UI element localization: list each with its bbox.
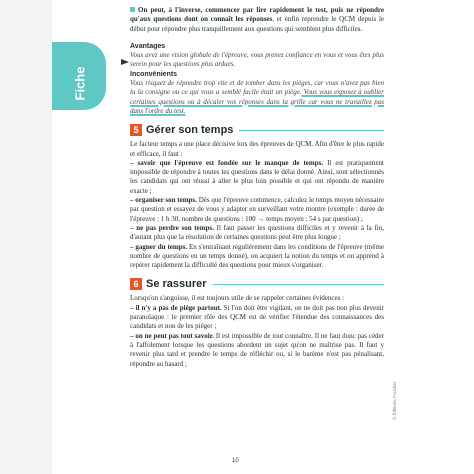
section-6-item-2 bbox=[130, 332, 384, 369]
section-6-number: 6 bbox=[130, 278, 142, 290]
advantages-text: Vous avez une vision globale de l'épreuve, vous prenez confiance en vous et vous êtes plus serein pour les questions plus ardues. bbox=[130, 51, 384, 69]
section-5-title: Gérer son temps bbox=[146, 123, 234, 136]
section-5-item-3-text: Il faut passer les questions difficiles et y revenir à la fin, d'autant plus que la résolution de certaines questions peut être plus longue ; bbox=[130, 223, 384, 242]
section-5-rule bbox=[239, 130, 384, 131]
intro-rest: , et enfin reprendre le QCM depuis le début pour répondre plus tranquillement aux questions qui semblent plus difficiles. bbox=[130, 15, 385, 33]
section-5-item-1-text: Il est pratiquement impossible de répondre à toutes les questions dans le délai donné. Ainsi, sont sélectionnés les candidats qui ont réussi à aller le plus loin possible et qui ont répondu de manière exacte ; bbox=[130, 158, 384, 195]
advantages-block bbox=[130, 42, 384, 116]
page-number: 10 bbox=[232, 458, 239, 464]
fiche-tab bbox=[52, 42, 106, 110]
section-5-lead: Le facteur temps a une place décisive lors des épreuves de QCM. Afin d'être le plus rapide et efficace, il faut : bbox=[130, 140, 384, 158]
section-5-item-1-bold: – savoir que l'épreuve est fondée sur le manque de temps. bbox=[130, 158, 324, 167]
section-5-item-3 bbox=[130, 224, 384, 243]
copyright-notice: © Éditions Foucher bbox=[392, 381, 397, 420]
section-6-item-1-bold: – il n'y a pas de piège partout. bbox=[130, 303, 222, 312]
section-5-item-1 bbox=[130, 159, 384, 196]
fiche-tab-label: Fiche bbox=[72, 66, 88, 101]
section-6-rule bbox=[213, 284, 384, 285]
section-6-title: Se rassurer bbox=[146, 277, 207, 290]
section-5-item-4 bbox=[130, 243, 384, 271]
section-6-heading bbox=[130, 278, 384, 290]
section-5-item-2-bold: – organiser son temps. bbox=[130, 196, 197, 205]
section-5-heading bbox=[130, 124, 384, 136]
advantages-title: Avantages bbox=[130, 42, 166, 50]
section-6-lead: Lorsqu'on s'angoisse, il est toujours utile de se rappeler certaines évidences : bbox=[130, 294, 345, 303]
section-5-item-2 bbox=[130, 196, 384, 224]
section-6-item-2-text: Il est impossible de tout connaître. Il ne faut donc pas céder à l'affolement lorsque les questions abordent un sujet qu'on ne maîtrise pas. Il faut y revenir plus tard et prendre le temps de réfléchir ou, si le barème n'est pas pénalisant, répondre au hasard ; bbox=[130, 331, 384, 368]
drawbacks-text-a: Vous risquez de répondre trop vite et de tomber dans les pièges, car vous n'avez pas bien lu la consigne ou ce qui vous a semblé facile était un piège. bbox=[130, 79, 384, 97]
drawbacks-text bbox=[130, 79, 384, 116]
section-6-item-2-bold: – on ne peut pas tout savoir. bbox=[130, 331, 214, 340]
drawbacks-title: Inconvénients bbox=[130, 70, 178, 78]
section-5-item-4-text: En s'entraînant régulièrement dans les conditions de l'épreuve (même nombre de questions en un temps donné), on acquiert la notion du temps et on apprend à repérer rapidement la difficulté des questions pour mieux s'organiser. bbox=[130, 242, 384, 270]
intro-bold: On peut, à l'inverse, commencer par lire rapidement le test, puis ne répondre qu'aux questions dont on connaît les réponses bbox=[130, 6, 384, 24]
section-5-item-2-text: Dès que l'épreuve commence, calculez le temps moyen nécessaire par question et essayez de vous y adapter en surveillant votre montre (exemple : durée de l'épreuve : 1 h 30, nombre de questions : 100 → temps moyen : 54 s par question) ; bbox=[130, 196, 384, 223]
drawbacks-text-b: Vous vous exposez à oublier certaines questions ou à décaler vos réponses dans la grille car vous ne travaillez pas dans l'ordre du test. bbox=[130, 88, 384, 115]
section-5-item-4-bold: – gagner du temps. bbox=[130, 242, 188, 251]
section-5-item-3-bold: – ne pas perdre son temps. bbox=[130, 223, 214, 232]
pin-icon bbox=[120, 58, 130, 66]
page-content bbox=[130, 6, 384, 369]
section-6-item-1-text: Si l'on doit être vigilant, on ne doit pas non plus devenir paranoïaque : le premier rôle des QCM est de vérifier l'étendue des connaissances des candidats et non de les piéger ; bbox=[130, 303, 385, 331]
page-margin bbox=[0, 0, 52, 474]
intro-paragraph bbox=[130, 6, 384, 34]
square-bullet-icon bbox=[130, 7, 135, 12]
section-6-item-1 bbox=[130, 304, 384, 332]
section-5-number: 5 bbox=[130, 124, 142, 136]
